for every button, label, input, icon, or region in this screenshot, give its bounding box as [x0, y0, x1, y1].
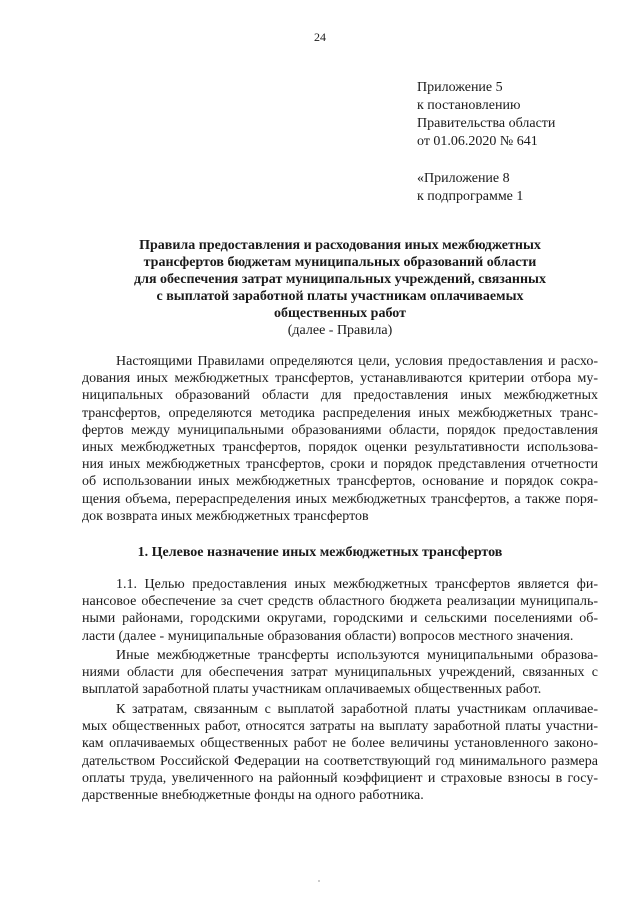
paragraph-line: Настоящими Правилами определяются цели, условия предоставления и расхо-: [116, 354, 598, 369]
paragraph-line: ниями области для обеспечения затрат муниципальных учреждений, связанных с: [82, 665, 598, 681]
appendix-8-line: к подпрограмме 1: [417, 189, 524, 204]
paragraph-line: кам оплачиваемых общественных работ не более величины установленного законо-: [82, 736, 598, 752]
paragraph-line: выплатой заработной платы участникам оплачиваемых общественных работ.: [82, 682, 542, 698]
appendix-5-line: к постановлению: [417, 98, 521, 113]
section-1-heading: 1. Целевое назначение иных межбюджетных трансфертов: [137, 545, 503, 560]
paragraph-line: ниципальных образований области для предоставления иных межбюджетных: [82, 388, 598, 404]
paragraph-line: 1.1. Целью предоставления иных межбюджетных трансфертов является фи-: [116, 577, 598, 592]
title-line: общественных работ: [274, 306, 406, 321]
paragraph-line: иных межбюджетных трансфертов, порядок оценки результативности использова-: [82, 439, 598, 455]
document-title: [80, 237, 600, 322]
title-line: для обеспечения затрат муниципальных учреждений, связанных: [134, 272, 546, 287]
paragraph-line: фертов между муниципальными образованиями области, порядок предоставления: [82, 422, 598, 438]
paragraph-line: дования иных межбюджетных трансфертов, устанавливаются критерии отбора му-: [82, 371, 598, 387]
paragraph-line: трансфертов, определяются методика распределения иных межбюджетных транс-: [82, 405, 598, 421]
paragraph-line: дательством Российской Федерации на соответствующий год минимального размера: [82, 753, 598, 769]
paragraph-costs: [82, 701, 598, 804]
title-line: трансфертов бюджетам муниципальных образований области: [143, 255, 537, 270]
paragraph-line: Иные межбюджетные трансферты используются муниципальными образова-: [116, 648, 598, 663]
appendix-5-header: [417, 79, 555, 151]
appendix-8-line: «Приложение 8: [417, 171, 510, 186]
paragraph-line: оплаты труда, увеличенного на районный коэффициент и страховые взносы в госу-: [82, 770, 598, 786]
title-line: Правила предоставления и расходования иных межбюджетных: [139, 238, 541, 253]
paragraph-1-1: [82, 576, 598, 645]
appendix-5-line: Приложение 5: [417, 80, 503, 95]
paragraph-line: нансовое обеспечение за счет средств областного бюджета реализации муниципаль-: [82, 594, 598, 610]
paragraph-line: дарственные внебюджетные фонды на одного работника.: [82, 787, 424, 803]
appendix-8-header: [417, 170, 523, 206]
title-line: с выплатой заработной платы участникам оплачиваемых: [156, 289, 524, 304]
intro-paragraph: [82, 353, 598, 525]
scan-speck: [318, 880, 320, 882]
paragraph-line: ными районами, городскими округами, городскими и сельскими поселениями об-: [82, 611, 598, 627]
paragraph-line: К затратам, связанным с выплатой заработной платы участникам оплачивае-: [116, 702, 598, 717]
paragraph-line: об использовании иных межбюджетных трансфертов, основание и порядок сокра-: [82, 474, 598, 490]
paragraph-line: мых общественных работ, относятся затраты на выплату заработной платы участни-: [82, 719, 598, 735]
appendix-5-line: Правительства области: [417, 116, 556, 131]
paragraph-line: ласти (далее - муниципальные образования области) вопросов местного значения.: [82, 628, 574, 644]
appendix-5-line: от 01.06.2020 № 641: [417, 134, 538, 149]
paragraph-line: ния иных межбюджетных трансфертов, сроки и порядок представления отчетности: [82, 457, 598, 473]
document-subtitle: (далее - Правила): [287, 323, 393, 338]
paragraph-other-transfers: [82, 647, 598, 699]
paragraph-line: док возврата иных межбюджетных трансфертов: [82, 508, 369, 524]
paragraph-line: щения объема, перераспределения иных межбюджетных трансфертов, а также поря-: [82, 491, 598, 507]
page-number: 24: [314, 30, 326, 44]
